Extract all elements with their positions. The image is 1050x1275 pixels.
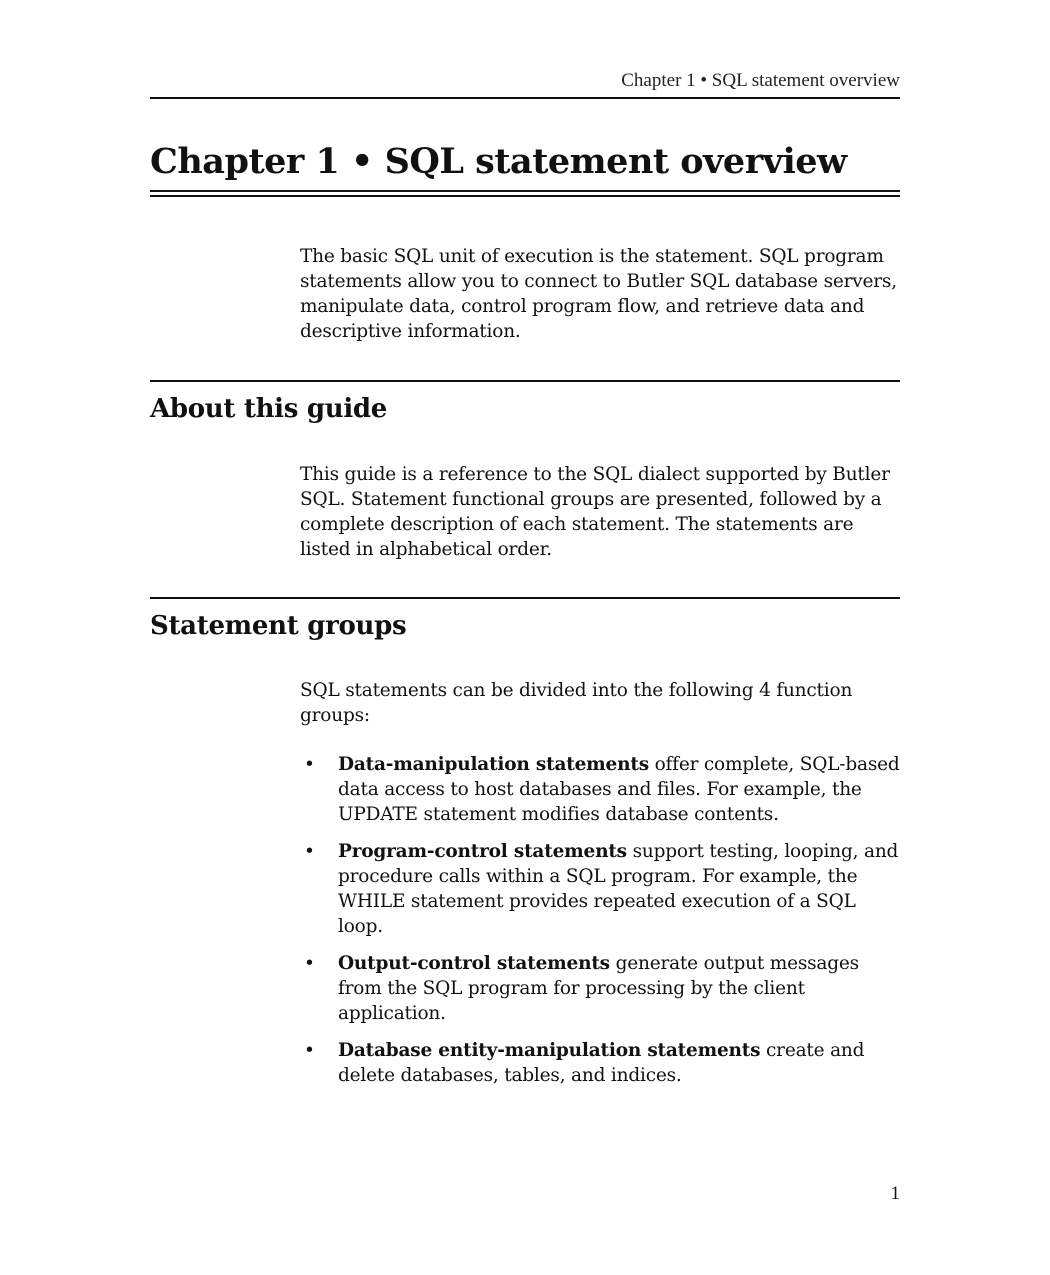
bullet-icon: • <box>304 841 315 862</box>
list-item <box>300 839 900 939</box>
bullet-icon: • <box>304 754 315 775</box>
section-rule-statement-groups <box>150 597 900 599</box>
chapter-title-rule <box>150 190 900 197</box>
section-heading-about: About this guide <box>150 394 388 424</box>
bullet-term: Database entity-manipulation statements <box>338 1040 761 1061</box>
bullet-icon: • <box>304 953 315 974</box>
page-number: 1 <box>890 1183 900 1204</box>
bullet-text: generate output messages from the SQL program for processing by the client application. <box>338 953 859 1024</box>
section-rule-about <box>150 380 900 382</box>
running-head: Chapter 1 • SQL statement overview <box>621 70 900 91</box>
list-item <box>300 951 900 1026</box>
bullet-text: create and delete databases, tables, and indices. <box>338 1040 865 1086</box>
bullet-text: offer complete, SQL-based data access to host databases and files. For example, the UPDATE statement modifies database contents. <box>338 754 900 825</box>
about-paragraph: This guide is a reference to the SQL dialect supported by Butler SQL. Statement functional groups are presented, followed by a complete description of each statement. The statements are listed in alphabetical order. <box>300 464 890 560</box>
bullet-icon: • <box>304 1040 315 1061</box>
statement-group-list <box>300 752 900 1100</box>
list-item <box>300 752 900 827</box>
chapter-title: Chapter 1 • SQL statement overview <box>150 141 847 182</box>
bullet-term: Output-control statements <box>338 953 610 974</box>
list-item <box>300 1038 900 1088</box>
bullet-term: Data-manipulation statements <box>338 754 649 775</box>
bullet-term: Program-control statements <box>338 841 627 862</box>
section-heading-statement-groups: Statement groups <box>150 611 407 641</box>
header-rule <box>150 97 900 99</box>
bullet-text: support testing, looping, and procedure calls within a SQL program. For example, the WHILE statement provides repeated execution of a SQL loop. <box>338 841 899 937</box>
chapter-intro-paragraph: The basic SQL unit of execution is the statement. SQL program statements allow you to connect to Butler SQL database servers, manipulate data, control program flow, and retrieve data and descriptive information. <box>300 246 897 342</box>
statement-groups-paragraph: SQL statements can be divided into the following 4 function groups: <box>300 680 853 726</box>
